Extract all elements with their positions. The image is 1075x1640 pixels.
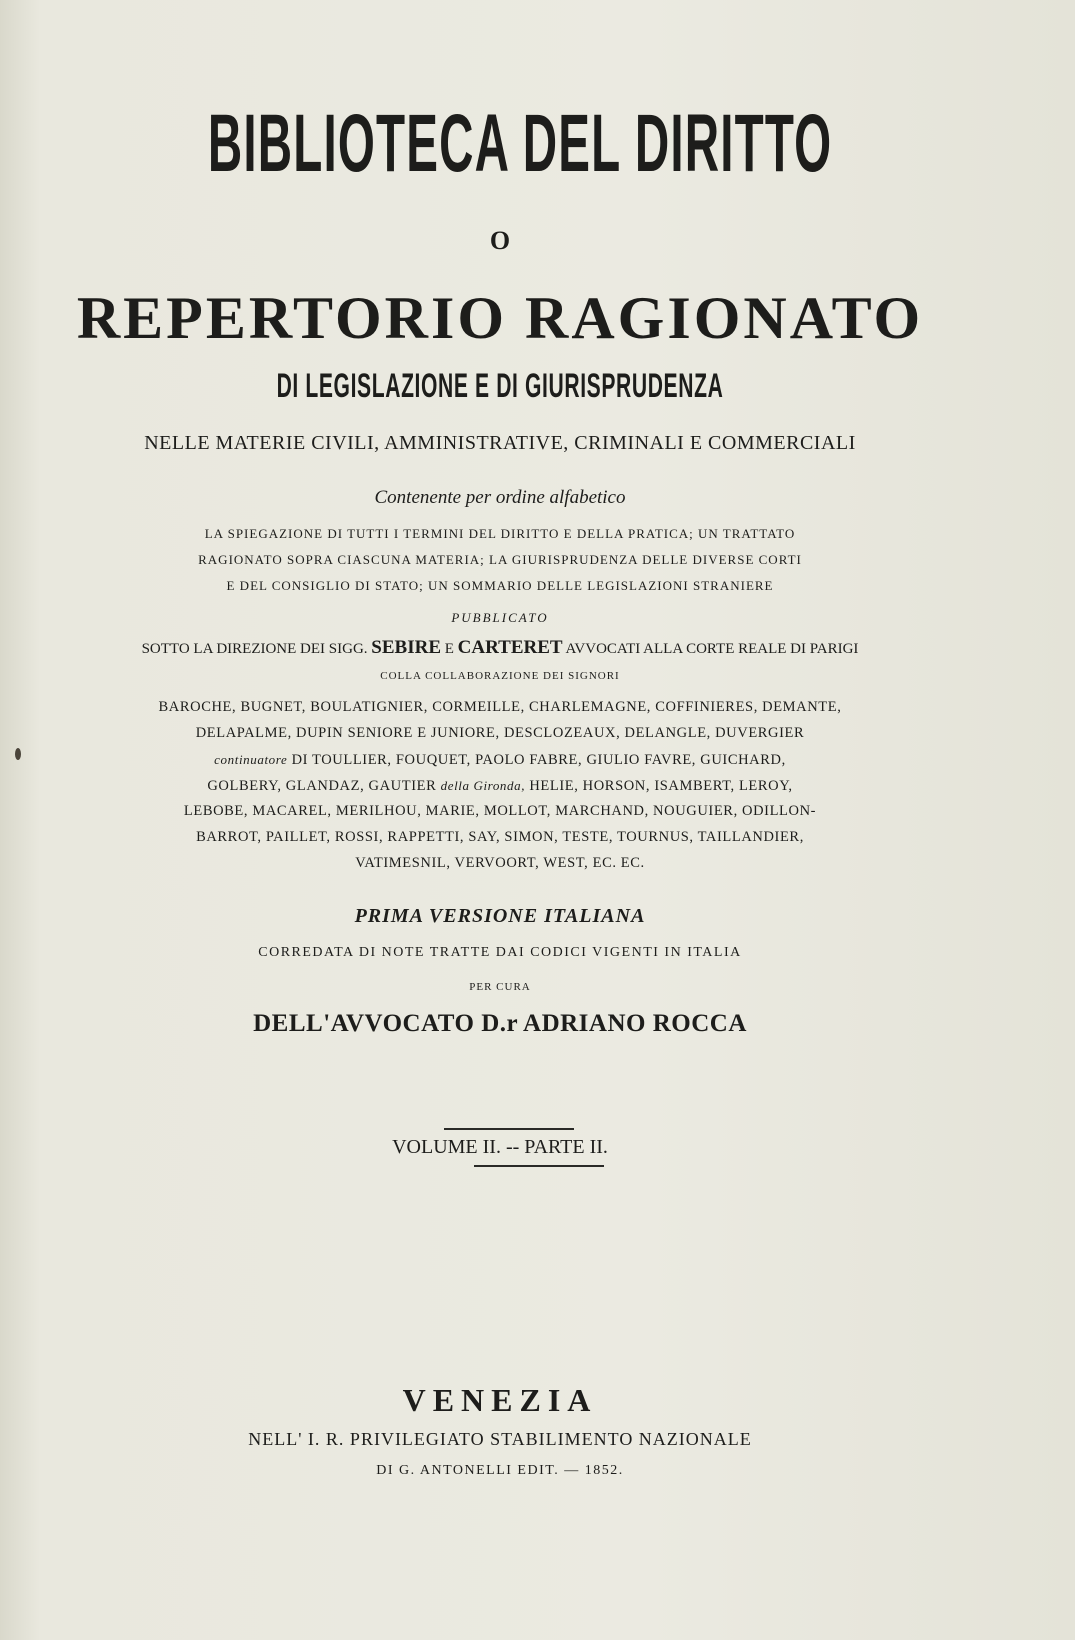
editor-name: SEBIRE	[371, 637, 441, 658]
translator-name: DELL'AVVOCATO D.r ADRIANO ROCCA	[253, 1010, 747, 1037]
version-label: PRIMA VERSIONE ITALIANA	[354, 905, 646, 927]
editors-suffix: AVVOCATI ALLA CORTE REALE DI PARIGI	[565, 641, 859, 657]
volume-rule-top	[444, 1128, 574, 1130]
book-title: BIBLIOTECA DEL DIRITTO	[207, 98, 833, 189]
contributors-line: LEBOBE, MACAREL, MERILHOU, MARIE, MOLLOT, MARCHAND, NOUGUIER, ODILLON-	[183, 803, 817, 819]
editors-conj: E	[444, 641, 454, 657]
editors-prefix: SOTTO LA DIREZIONE DEI SIGG.	[141, 641, 368, 657]
contributors-text: HELIE, HORSON, ISAMBERT, LEROY,	[529, 778, 793, 794]
book-subtitle-2: DI LEGISLAZIONE E DI GIURISPRUDENZA	[276, 367, 724, 405]
imprint-publisher: DI G. ANTONELLI EDIT. — 1852.	[376, 1463, 624, 1478]
contents-intro: Contenente per ordine alfabetico	[374, 487, 626, 508]
subject-matters: NELLE MATERIE CIVILI, AMMINISTRATIVE, CRIMINALI E COMMERCIALI	[144, 432, 856, 454]
per-cura-label: PER CURA	[469, 981, 531, 993]
contents-line: E DEL CONSIGLIO DI STATO; UN SOMMARIO DELLE LEGISLAZIONI STRANIERE	[226, 578, 774, 593]
imprint-city: VENEZIA	[402, 1382, 598, 1418]
editors-line	[0, 635, 1000, 662]
editor-name: CARTERET	[457, 637, 563, 658]
contributors-line: BAROCHE, BUGNET, BOULATIGNIER, CORMEILLE, CHARLEMAGNE, COFFINIERES, DEMANTE,	[158, 699, 842, 715]
contributors-line: BARROT, PAILLET, ROSSI, RAPPETTI, SAY, SIMON, TESTE, TOURNUS, TAILLANDIER,	[196, 829, 804, 845]
book-subtitle: REPERTORIO RAGIONATO	[76, 285, 924, 351]
contributors-line	[0, 747, 1000, 773]
notes-description: CORREDATA DI NOTE TRATTE DAI CODICI VIGENTI IN ITALIA	[258, 945, 742, 960]
published-label: PUBBLICATO	[451, 610, 549, 625]
volume-rule-bottom	[474, 1165, 604, 1167]
contributor-note: della Gironda,	[440, 778, 526, 793]
collaboration-label: COLLA COLLABORAZIONE DEI SIGNORI	[380, 670, 620, 682]
contributors-line	[0, 773, 1000, 799]
contributors-line: DELAPALME, DUPIN SENIORE E JUNIORE, DESCLOZEAUX, DELANGLE, DUVERGIER	[195, 725, 805, 741]
contents-line: RAGIONATO SOPRA CIASCUNA MATERIA; LA GIURISPRUDENZA DELLE DIVERSE CORTI	[198, 552, 802, 567]
imprint-establishment: NELL' I. R. PRIVILEGIATO STABILIMENTO NAZIONALE	[248, 1429, 752, 1449]
contributors-text: GOLBERY, GLANDAZ, GAUTIER	[207, 778, 437, 794]
contents-line: LA SPIEGAZIONE DI TUTTI I TERMINI DEL DIRITTO E DELLA PRATICA; UN TRATTATO	[204, 526, 796, 541]
volume-label: VOLUME II. -- PARTE II.	[392, 1136, 608, 1158]
contributor-note: continuatore	[214, 752, 288, 767]
contributors-text: DI TOULLIER, FOUQUET, PAOLO FABRE, GIULIO FAVRE, GUICHARD,	[291, 752, 786, 768]
contributors-line: VATIMESNIL, VERVOORT, WEST, EC. EC.	[355, 855, 645, 871]
title-conjunction: O	[489, 226, 511, 255]
